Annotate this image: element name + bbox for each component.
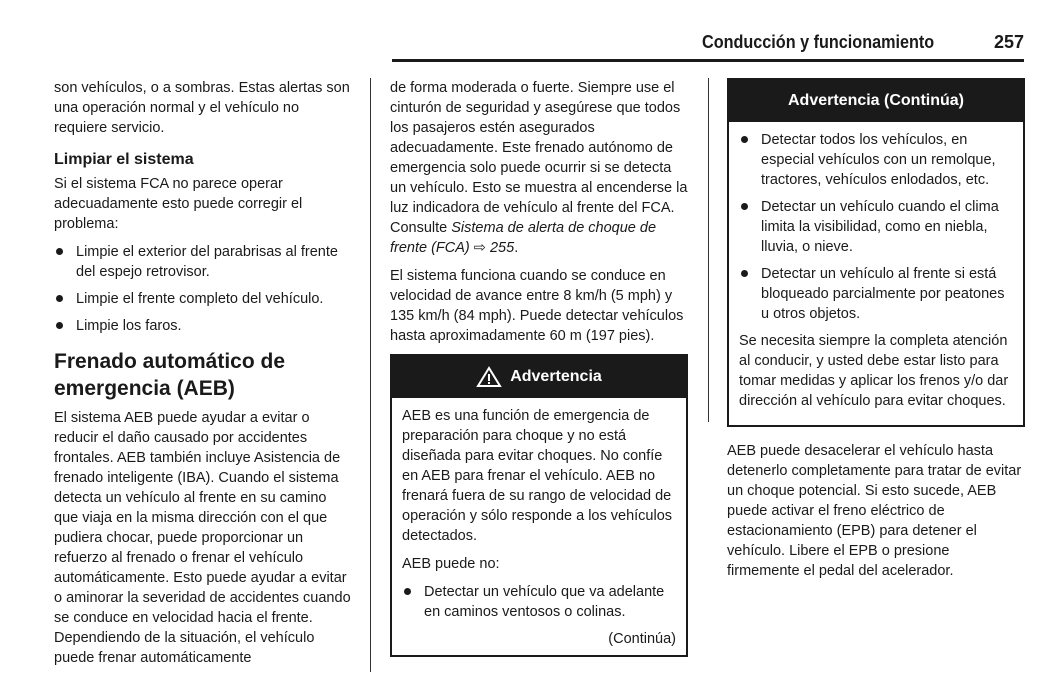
column-divider-2 — [708, 78, 709, 422]
list-item: Limpie los faros. — [54, 316, 354, 336]
page-ref-arrow-icon: ⇨ — [473, 240, 486, 256]
column-3 — [727, 78, 1025, 589]
warning-body — [392, 398, 686, 655]
page-header — [392, 28, 1024, 62]
intro-paragraph: son vehículos, o a sombras. Estas alertas son una operación normal y el vehículo no requiere servicio. — [54, 80, 350, 136]
list-item: Detectar todos los vehículos, en especial vehículos con un remolque, tractores, vehículos enlodados, etc. — [739, 130, 1013, 190]
warning-lead: AEB puede no: — [402, 556, 500, 572]
warning-title: Advertencia — [510, 368, 602, 385]
bullet-icon — [56, 295, 63, 302]
column-divider-1 — [370, 78, 371, 672]
continued-label: (Continúa) — [608, 631, 676, 647]
section-title: Conducción y funcionamiento — [702, 32, 935, 52]
list-item: Detectar un vehículo que va adelante en caminos ventosos o colinas. — [402, 582, 676, 622]
warning-triangle-icon — [476, 366, 502, 388]
clean-system-text: Si el sistema FCA no parece operar adecuadamente esto puede corregir el problema: — [54, 176, 303, 232]
bullet-icon — [56, 248, 63, 255]
list-item: Detectar un vehículo al frente si está bloqueado parcialmente por peatones u otros objetos. — [739, 264, 1013, 324]
warning-text: AEB es una función de emergencia de preparación para choque y no está diseñada para evitar choques. No confíe en AEB para frenar el vehículo. AEB no frenará fuera de su rango de velocidad de operación y sólo responde a los vehículos detectados. — [402, 408, 673, 544]
bullet-icon — [741, 270, 748, 277]
aeb-stop-paragraph: AEB puede desacelerar el vehículo hasta detenerlo completamente para tratar de evitar un choque potencial. Si esto sucede, AEB puede activar el freno eléctrico de estacionamiento (EPB) para detener el vehículo. Libere el EPB o presione firmemente el pedal del acelerador. — [727, 443, 1022, 579]
list-item: Detectar un vehículo cuando el clima limita la visibilidad, como en niebla, lluvia, o nieve. — [739, 197, 1013, 257]
column-2 — [390, 78, 688, 657]
aeb-description: El sistema AEB puede ayudar a evitar o reducir el daño causado por accidentes frontales. AEB también incluye Asistencia de frenado inteligente (IBA). Cuando el sistema detecta un vehículo al frente en su camino que viaja en la misma dirección con el que pudiera chocar, puede proporcionar un refuerzo al frenado o frenar el vehículo automáticamente. Esto puede ayudar a evitar o aminorar la severidad de accidentes cuando se conduce en velocidad hacia el frente. Dependiendo de la situación, el vehículo puede frenar automáticamente — [54, 410, 351, 666]
speed-range-paragraph: El sistema funciona cuando se conduce en velocidad de avance entre 8 km/h (5 mph) y 135 km/h (84 mph). Puede detectar vehículos hasta aproximadamente 60 m (197 pies). — [390, 268, 684, 344]
warning-list — [402, 582, 676, 622]
warning-continued-body — [729, 122, 1023, 425]
column-1 — [54, 78, 354, 676]
bullet-icon — [741, 136, 748, 143]
list-item: Limpie el frente completo del vehículo. — [54, 289, 354, 309]
header-rule — [392, 59, 1024, 62]
warning-box — [390, 354, 688, 657]
fca-reference-link[interactable]: Sistema de alerta de choque de frente (FCA) — [390, 220, 657, 256]
clean-steps-list — [54, 242, 354, 336]
page-number: 257 — [993, 32, 1024, 52]
clean-system-heading: Limpiar el sistema — [54, 151, 194, 168]
warning-closing: Se necesita siempre la completa atención al conducir, y usted debe estar listo para tomar medidas y aplicar los frenos y/o dar dirección al vehículo para evitar choques. — [739, 333, 1009, 409]
aeb-section-heading: Frenado automático de emergencia (AEB) — [54, 350, 286, 400]
bullet-icon — [741, 203, 748, 210]
fca-reference-page[interactable]: 255 — [489, 240, 515, 256]
bullet-icon — [56, 322, 63, 329]
warning-continued-list — [739, 130, 1013, 324]
aeb-continued-paragraph: de forma moderada o fuerte. Siempre use el cinturón de seguridad y asegúrese que todos los pasajeros estén asegurados adecuadamente. Este frenado autónomo de emergencia solo puede ocurrir si se detecta un vehículo. Esto se muestra al encenderse la luz indicadora de vehículo al frente del FCA. Consulte Sistema de alerta de choque de frente (FCA) ⇨ 255. — [390, 80, 688, 256]
list-item: Limpie el exterior del parabrisas al frente del espejo retrovisor. — [54, 242, 354, 282]
warning-continued-header: Advertencia (Continúa) — [729, 80, 1023, 122]
bullet-icon — [404, 588, 411, 595]
warning-header — [392, 356, 686, 398]
warning-continued-box — [727, 78, 1025, 427]
